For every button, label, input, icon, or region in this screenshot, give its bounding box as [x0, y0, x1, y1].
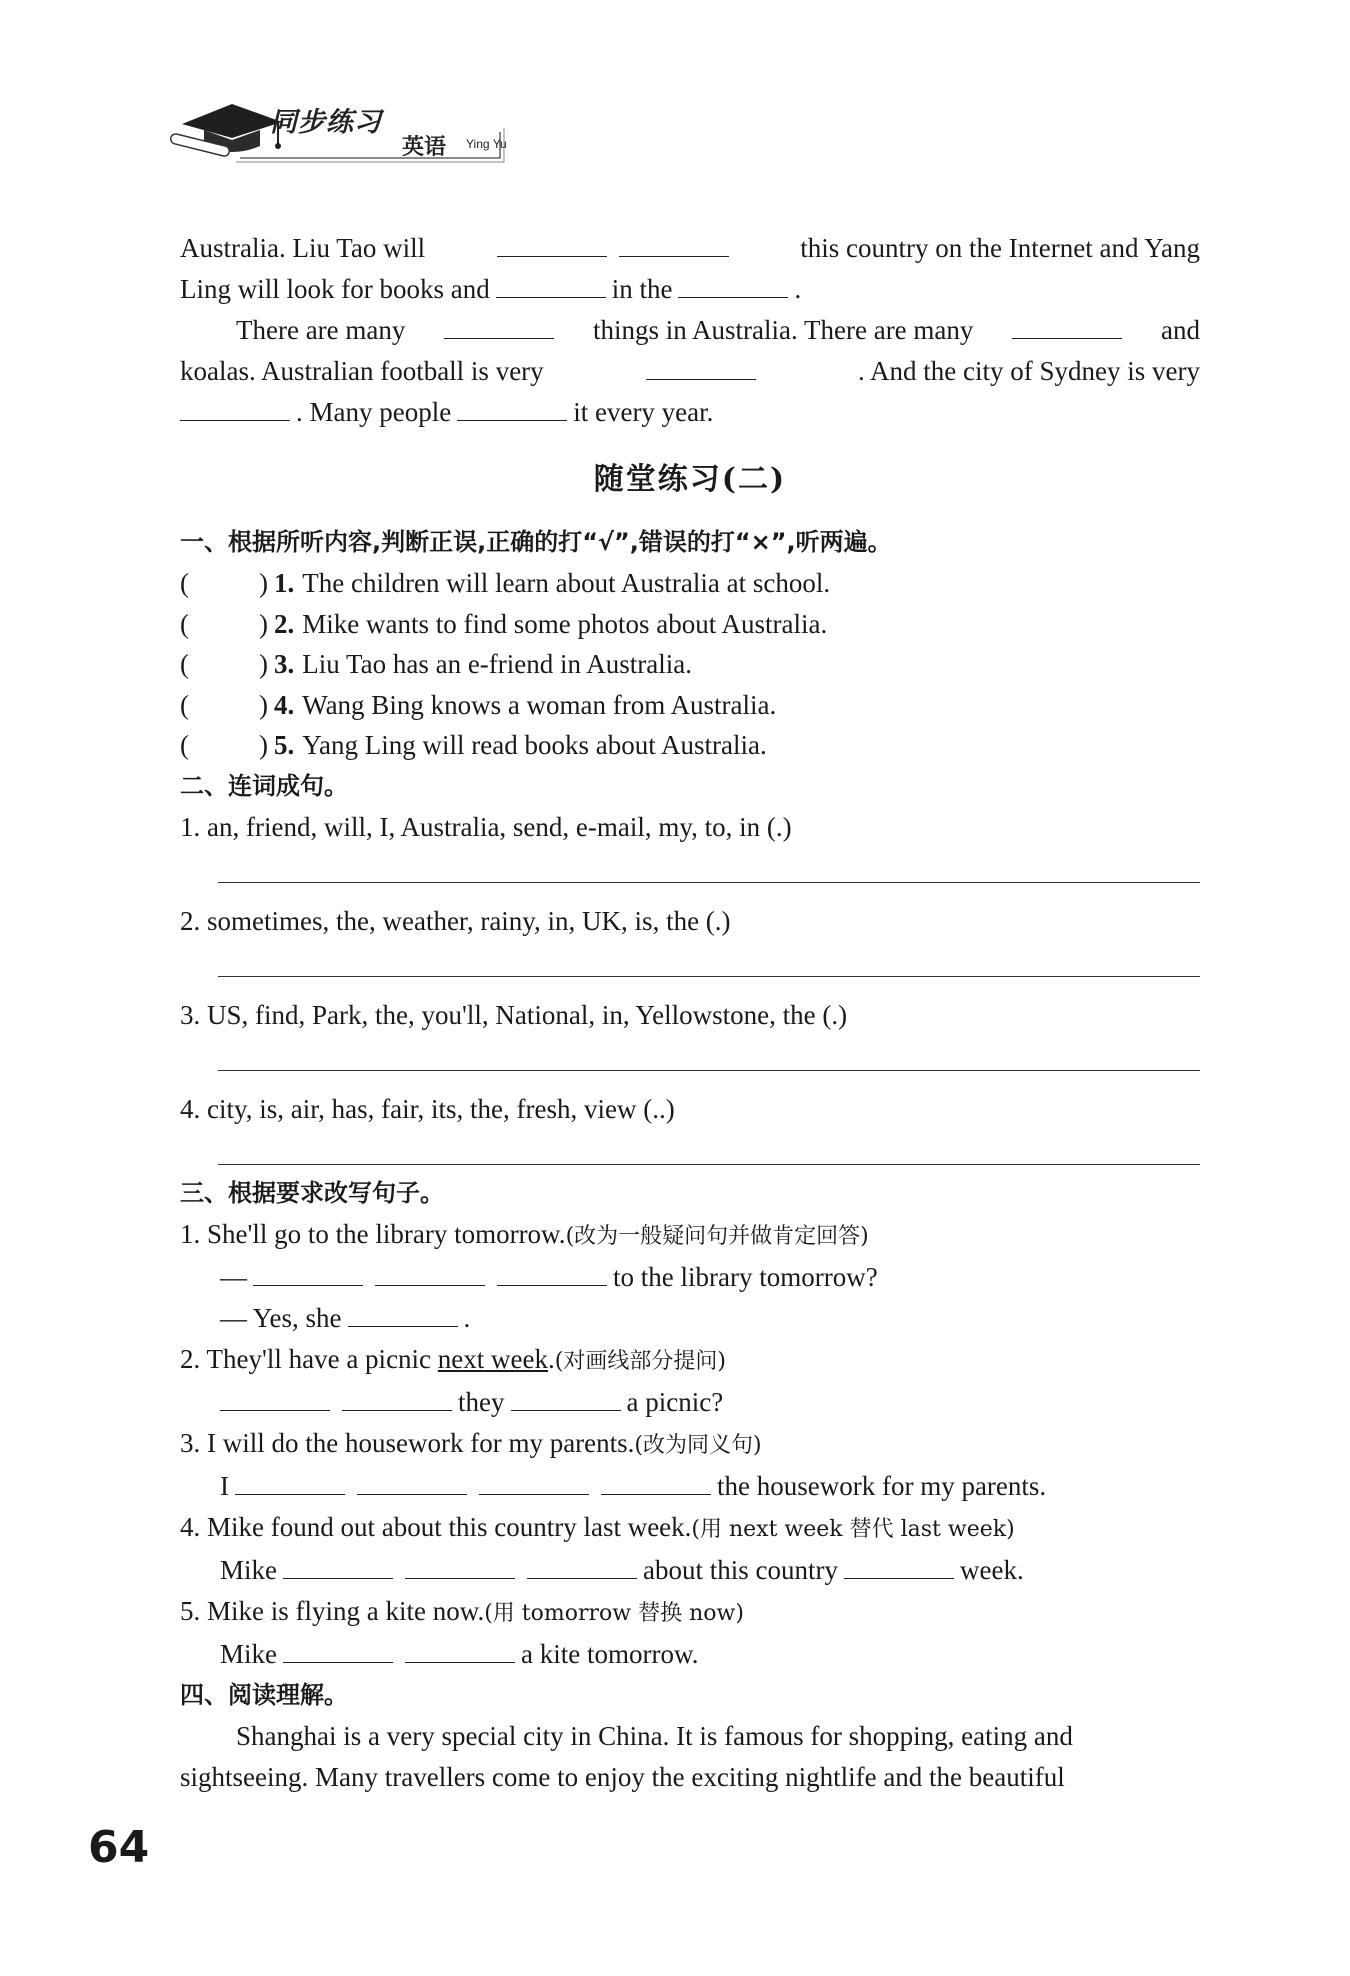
passage-text: things in Australia. There are many: [593, 315, 974, 345]
answer-blank[interactable]: [1012, 310, 1122, 339]
passage-text: and: [1161, 315, 1200, 345]
answer-line-row: [180, 1298, 1200, 1339]
item-number: 3.: [180, 1427, 201, 1458]
item-text: .: [548, 1343, 555, 1374]
part-word-order: [180, 766, 1200, 1165]
subject-pinyin: Ying Yu: [466, 137, 507, 151]
answer-blank[interactable]: [235, 1466, 345, 1495]
answer-text: they: [458, 1386, 505, 1417]
answer-blank[interactable]: [479, 1466, 589, 1495]
item-number: 5.: [274, 730, 295, 760]
answer-blank[interactable]: [283, 1550, 393, 1579]
page-number: 64: [88, 1822, 150, 1873]
passage-line: [180, 310, 1200, 351]
item-number: 5.: [180, 1595, 201, 1626]
reading-text: sightseeing. Many travellers come to enjoy the exciting nightlife and the beautiful: [180, 1761, 1065, 1792]
answer-blank[interactable]: [511, 1382, 621, 1411]
item-instruction: (改为一般疑问句并做肯定回答): [565, 1223, 869, 1249]
answer-blank[interactable]: [496, 269, 606, 298]
answer-text: week.: [959, 1554, 1024, 1585]
answer-text: a kite tomorrow.: [521, 1638, 699, 1669]
item-number: 1.: [180, 811, 201, 842]
page-content: [180, 228, 1200, 1798]
passage-text: in the: [611, 274, 673, 304]
section-title: 随堂练习(二): [593, 462, 787, 497]
answer-line-row: [180, 1466, 1200, 1507]
passage-line: [180, 269, 1200, 310]
rewrite-item: [180, 1339, 1200, 1382]
word-order-item: [180, 901, 1200, 942]
item-text: Mike found out about this country last week.: [207, 1511, 692, 1542]
part-listening: [180, 522, 1200, 766]
item-number: 1.: [180, 1218, 201, 1249]
answer-bracket[interactable]: ( ): [180, 568, 268, 598]
answer-blank[interactable]: [527, 1550, 637, 1579]
rewrite-item: [180, 1214, 1200, 1257]
passage-text: There are many: [236, 315, 406, 345]
passage-text: . Many people: [296, 397, 452, 427]
answer-line-row: [180, 1550, 1200, 1591]
tf-item: [180, 644, 1200, 685]
answer-text: a picnic?: [626, 1386, 724, 1417]
passage-text: this country on the Internet and Yang: [800, 233, 1200, 263]
item-text: city, is, air, has, fair, its, the, fresh, view (..): [207, 1093, 675, 1124]
answer-bracket[interactable]: ( ): [180, 730, 268, 760]
answer-line-row: [180, 1382, 1200, 1423]
part-rewrite: [180, 1173, 1200, 1675]
item-number: 3.: [274, 649, 295, 679]
passage-line: [180, 392, 1200, 433]
answer-blank[interactable]: [601, 1466, 711, 1495]
answer-blank[interactable]: [405, 1634, 515, 1663]
answer-blank[interactable]: [348, 1298, 458, 1327]
answer-blank[interactable]: [375, 1257, 485, 1286]
answer-blank[interactable]: [357, 1466, 467, 1495]
answer-text: Mike: [220, 1638, 277, 1669]
answer-text: Mike: [220, 1554, 277, 1585]
rewrite-item: [180, 1591, 1200, 1634]
passage-line: [180, 351, 1200, 392]
item-number: 4.: [180, 1511, 201, 1542]
passage-top: [180, 228, 1200, 433]
answer-blank[interactable]: [180, 392, 290, 421]
part-title: 四、阅读理解。: [180, 1680, 348, 1709]
answer-text: — Yes, she: [220, 1302, 342, 1333]
rewrite-item: [180, 1507, 1200, 1550]
answer-line[interactable]: [218, 948, 1200, 977]
answer-blank[interactable]: [457, 392, 567, 421]
answer-text: .: [463, 1302, 471, 1333]
passage-text: koalas. Australian football is very: [180, 356, 544, 386]
answer-blank[interactable]: [405, 1550, 515, 1579]
answer-line[interactable]: [218, 1136, 1200, 1165]
underlined-phrase: next week: [437, 1343, 548, 1374]
subject-label: 英语: [402, 135, 447, 160]
item-text: an, friend, will, I, Australia, send, e-mail, my, to, in (.): [207, 811, 792, 842]
word-order-item: [180, 995, 1200, 1036]
answer-bracket[interactable]: ( ): [180, 649, 268, 679]
part-reading: [180, 1675, 1200, 1798]
item-text: I will do the housework for my parents.: [207, 1427, 635, 1458]
item-text: The children will learn about Australia at school.: [302, 568, 831, 598]
answer-blank[interactable]: [220, 1382, 330, 1411]
item-text: Yang Ling will read books about Australia.: [302, 730, 767, 760]
passage-text: . And the city of Sydney is very: [858, 356, 1200, 386]
series-title: 同步练习: [270, 107, 382, 138]
passage-text: it every year.: [573, 397, 714, 427]
passage-text: .: [794, 274, 802, 304]
answer-line[interactable]: [218, 854, 1200, 883]
item-number: 1.: [274, 568, 295, 598]
item-instruction: (用 next week 替代 last week): [691, 1516, 1015, 1542]
answer-text: about this country: [643, 1554, 838, 1585]
word-order-item: [180, 807, 1200, 848]
rewrite-item: [180, 1423, 1200, 1466]
item-text: Liu Tao has an e-friend in Australia.: [302, 649, 692, 679]
item-number: 4.: [180, 1093, 201, 1124]
answer-line[interactable]: [218, 1042, 1200, 1071]
item-instruction: (用 tomorrow 替换 now): [484, 1600, 744, 1626]
answer-blank[interactable]: [283, 1634, 393, 1663]
answer-text: to the library tomorrow?: [613, 1261, 878, 1292]
tf-item: [180, 563, 1200, 604]
answer-blank[interactable]: [253, 1257, 363, 1286]
item-number: 2.: [180, 1343, 201, 1374]
item-number: 4.: [274, 689, 295, 720]
dash-text: —: [220, 1261, 247, 1292]
answer-blank[interactable]: [342, 1382, 452, 1411]
part-title: 一、根据所听内容,判断正误,正确的打“√”,错误的打“×”,听两遍。: [180, 528, 892, 556]
tf-item: [180, 685, 1200, 726]
item-instruction: (改为同义句): [634, 1432, 762, 1458]
item-number: 2.: [180, 905, 201, 936]
reading-text: Shanghai is a very special city in China. It is famous for shopping, eating and: [236, 1720, 1073, 1751]
answer-blank[interactable]: [619, 228, 729, 257]
answer-line-row: [180, 1634, 1200, 1675]
answer-blank[interactable]: [444, 310, 554, 339]
item-text: Mike wants to find some photos about Australia.: [302, 608, 828, 639]
tf-item: [180, 604, 1200, 645]
answer-blank[interactable]: [678, 269, 788, 298]
item-text: US, find, Park, the, you'll, National, in, Yellowstone, the (.): [207, 999, 848, 1030]
answer-line-row: [180, 1257, 1200, 1298]
item-text: Mike is flying a kite now.: [207, 1595, 485, 1626]
passage-text: Ling will look for books and: [180, 274, 490, 304]
tf-item: [180, 725, 1200, 766]
word-order-item: [180, 1089, 1200, 1130]
item-number: 3.: [180, 999, 201, 1030]
item-text: Wang Bing knows a woman from Australia.: [302, 689, 777, 720]
answer-bracket[interactable]: ( ): [180, 608, 268, 639]
part-title: 二、连词成句。: [180, 771, 348, 800]
part-title: 三、根据要求改写句子。: [180, 1178, 444, 1207]
item-number: 2.: [274, 608, 295, 639]
item-instruction: (对画线部分提问): [554, 1348, 726, 1374]
answer-bracket[interactable]: ( ): [180, 689, 268, 720]
passage-line: [180, 228, 1200, 269]
passage-text: Australia. Liu Tao will: [180, 233, 426, 263]
answer-text: the housework for my parents.: [717, 1470, 1047, 1501]
answer-blank[interactable]: [497, 1257, 607, 1286]
answer-blank[interactable]: [844, 1550, 954, 1579]
answer-text: I: [220, 1470, 229, 1501]
answer-blank[interactable]: [646, 351, 756, 380]
item-text: They'll have a picnic: [206, 1343, 438, 1374]
item-text: She'll go to the library tomorrow.: [207, 1218, 566, 1249]
page-header: [170, 92, 530, 172]
item-text: sometimes, the, weather, rainy, in, UK, is, the (.): [207, 905, 731, 936]
answer-blank[interactable]: [497, 228, 607, 257]
